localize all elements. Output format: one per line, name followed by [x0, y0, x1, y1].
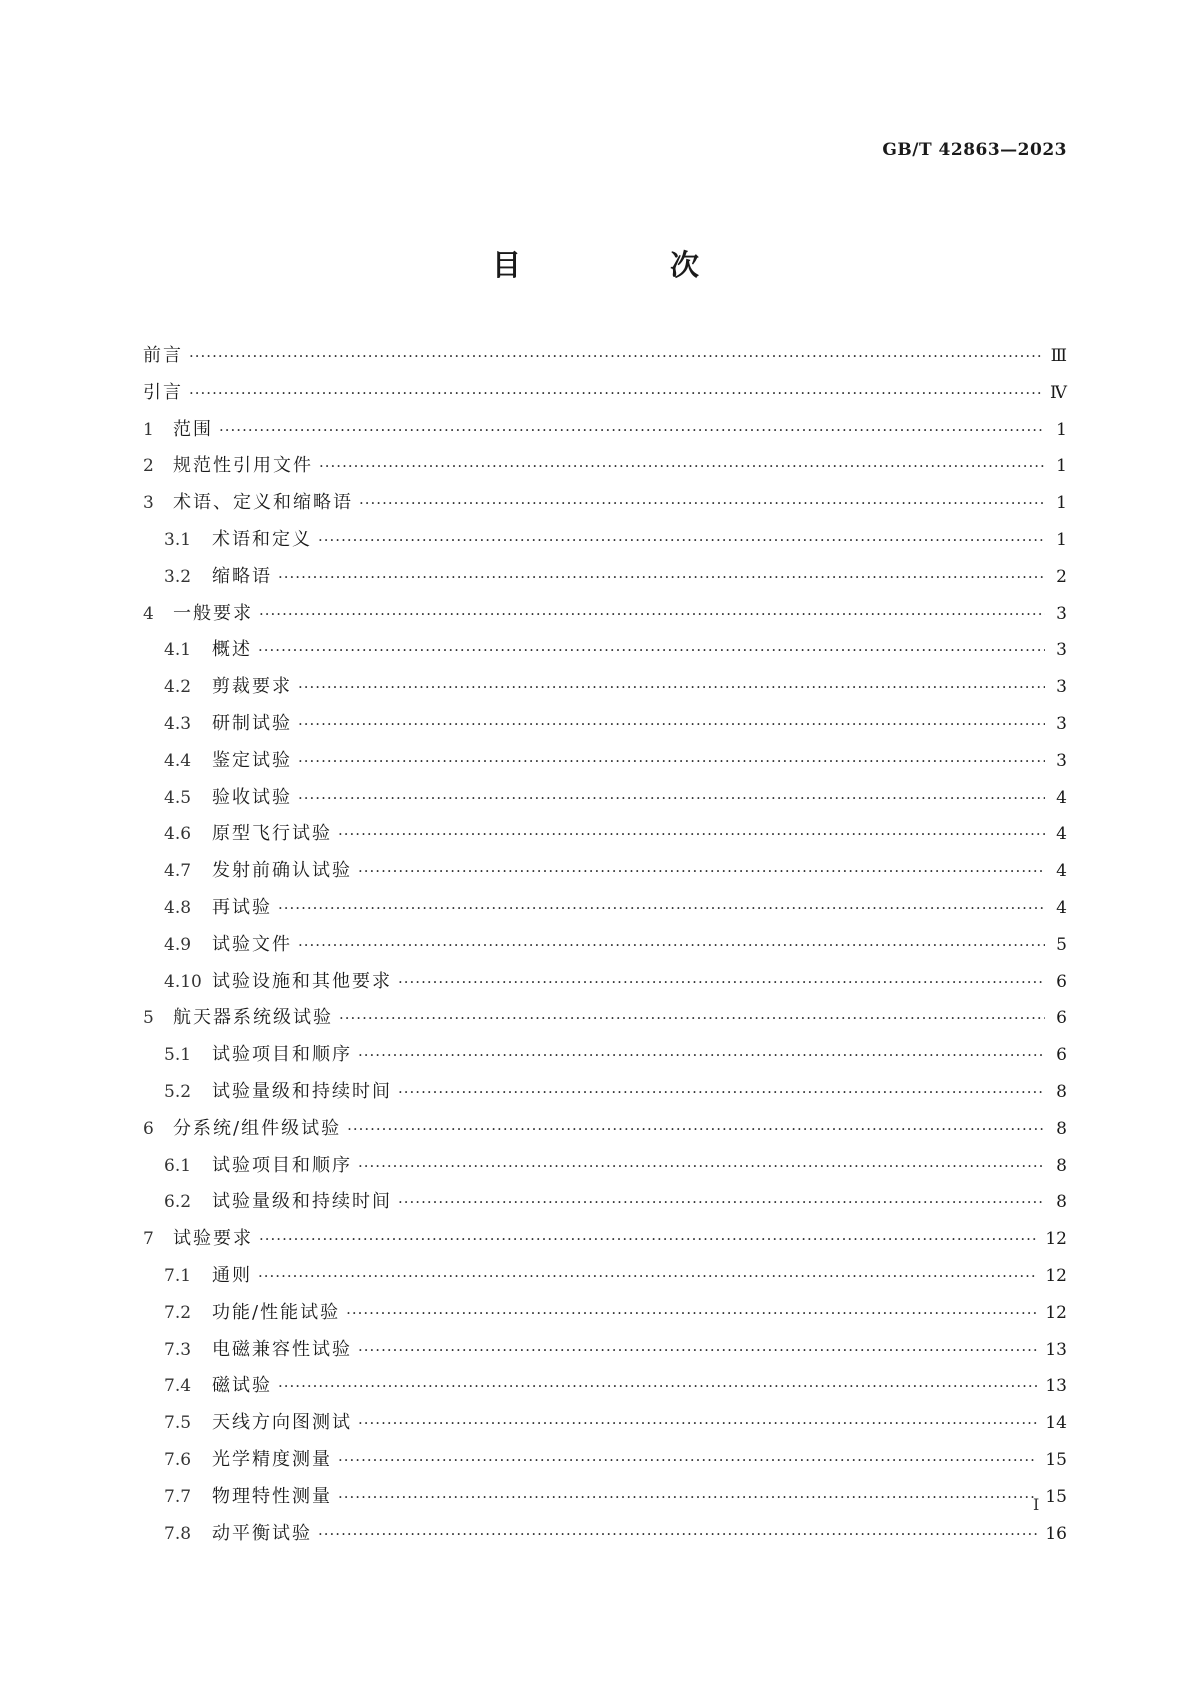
toc-entry-page: 5 — [1056, 934, 1067, 955]
toc-entry[interactable] — [143, 890, 1067, 927]
toc-entry[interactable] — [143, 596, 1067, 633]
toc-entry[interactable] — [143, 1258, 1067, 1295]
toc-leader-dots — [318, 1516, 1037, 1553]
toc-leader-dots — [298, 927, 1045, 964]
toc-entry[interactable] — [143, 1405, 1067, 1442]
toc-entry[interactable] — [143, 522, 1067, 559]
toc-entry-page: 12 — [1045, 1302, 1067, 1323]
toc-entry-title: 术语、定义和缩略语 — [173, 492, 353, 514]
toc-entry-page: 8 — [1056, 1192, 1067, 1213]
toc-entry-page: 1 — [1056, 419, 1067, 440]
toc-entry-number: 7.7 — [164, 1486, 192, 1507]
toc-entry-number: 6 — [143, 1118, 154, 1139]
toc-entry-number: 7.2 — [164, 1302, 192, 1323]
toc-entry-number: 7 — [143, 1229, 154, 1250]
toc-leader-dots — [358, 1332, 1037, 1369]
toc-entry-page: 4 — [1056, 787, 1067, 808]
toc-entry[interactable] — [143, 964, 1067, 1001]
toc-entry[interactable] — [143, 780, 1067, 817]
toc-entry-title: 试验要求 — [173, 1228, 253, 1250]
toc-leader-dots — [219, 412, 1045, 449]
toc-entry-number: 5 — [143, 1008, 154, 1029]
toc-entry-title: 电磁兼容性试验 — [212, 1338, 352, 1360]
toc-entry-title: 原型飞行试验 — [212, 823, 332, 845]
toc-entry[interactable] — [143, 1184, 1067, 1221]
toc-entry[interactable] — [143, 632, 1067, 669]
toc-entry-title: 研制试验 — [212, 712, 292, 734]
toc-entry-number: 4.10 — [164, 971, 202, 992]
toc-entry[interactable] — [143, 1111, 1067, 1148]
toc-entry-title: 功能/性能试验 — [212, 1301, 341, 1323]
toc-leader-dots — [298, 669, 1045, 706]
toc-entry-number: 7.6 — [164, 1449, 192, 1470]
toc-entry-title: 前言 — [143, 345, 183, 366]
toc-entry[interactable] — [143, 816, 1067, 853]
toc-leader-dots — [278, 559, 1045, 596]
toc-entry[interactable] — [143, 669, 1067, 706]
toc-leader-dots — [358, 853, 1045, 890]
toc-entry-title: 试验项目和顺序 — [212, 1044, 352, 1066]
toc-entry-number: 4.8 — [164, 897, 192, 918]
toc-entry-number: 1 — [143, 419, 154, 440]
toc-entry[interactable] — [143, 1479, 1067, 1516]
toc-leader-dots — [398, 1074, 1045, 1111]
toc-entry-number: 3.1 — [164, 529, 192, 550]
toc-entry-number: 6.1 — [164, 1155, 192, 1176]
toc-entry-number: 7.4 — [164, 1376, 192, 1397]
toc-leader-dots — [298, 743, 1045, 780]
toc-entry-page: 8 — [1056, 1081, 1067, 1102]
toc-leader-dots — [398, 1184, 1045, 1221]
toc-entry-page: 16 — [1045, 1523, 1067, 1544]
toc-leader-dots — [259, 596, 1045, 633]
standard-number: GB/T 42863—2023 — [882, 140, 1067, 160]
toc-entry[interactable] — [143, 1148, 1067, 1185]
toc-entry[interactable] — [143, 927, 1067, 964]
toc-entry-title: 试验量级和持续时间 — [212, 1080, 392, 1102]
toc-entry-title: 规范性引用文件 — [173, 455, 313, 477]
toc-entry-title: 术语和定义 — [212, 528, 312, 550]
toc-entry[interactable] — [143, 1000, 1067, 1037]
toc-entry-page: Ⅲ — [1050, 346, 1067, 366]
toc-leader-dots — [339, 1000, 1045, 1037]
toc-entry-page: 13 — [1045, 1376, 1067, 1397]
toc-entry-title: 概述 — [212, 639, 252, 661]
toc-entry-number: 4.4 — [164, 750, 192, 771]
toc-leader-dots — [358, 1148, 1045, 1185]
toc-entry-number: 4.6 — [164, 824, 192, 845]
toc-leader-dots — [298, 706, 1045, 743]
toc-entry-title: 磁试验 — [212, 1375, 272, 1397]
toc-entry-page: 12 — [1045, 1265, 1067, 1286]
toc-entry-title: 天线方向图测试 — [212, 1412, 352, 1434]
toc-entry-number: 4.1 — [164, 640, 192, 661]
toc-entry-page: 15 — [1045, 1449, 1067, 1470]
toc-leader-dots — [259, 1221, 1037, 1258]
toc-leader-dots — [358, 1405, 1037, 1442]
toc-entry-page: Ⅳ — [1050, 382, 1067, 403]
toc-entry[interactable] — [143, 1368, 1067, 1405]
toc-entry[interactable] — [143, 1516, 1067, 1553]
toc-entry-number: 6.2 — [164, 1192, 192, 1213]
toc-entry[interactable] — [143, 706, 1067, 743]
toc-entry[interactable] — [143, 853, 1067, 890]
toc-entry[interactable] — [143, 1332, 1067, 1369]
toc-entry-title: 鉴定试验 — [212, 749, 292, 771]
toc-entry-page: 15 — [1045, 1486, 1067, 1507]
toc-entry[interactable] — [143, 1221, 1067, 1258]
toc-entry-number: 4.9 — [164, 934, 192, 955]
toc-entry-page: 3 — [1056, 713, 1067, 734]
toc-leader-dots — [258, 632, 1045, 669]
toc-entry-title: 一般要求 — [173, 602, 253, 624]
toc-entry-page: 6 — [1056, 1008, 1067, 1029]
toc-entry-page: 3 — [1056, 677, 1067, 698]
toc-entry-page: 8 — [1056, 1118, 1067, 1139]
toc-entry-page: 1 — [1056, 456, 1067, 477]
toc-entry[interactable] — [143, 338, 1067, 375]
toc-entry-page: 2 — [1056, 566, 1067, 587]
toc-leader-dots — [358, 1037, 1045, 1074]
toc-entry-number: 5.1 — [164, 1045, 192, 1066]
table-of-contents — [143, 338, 1067, 1552]
toc-entry-page: 4 — [1056, 897, 1067, 918]
toc-entry-title: 分系统/组件级试验 — [173, 1117, 342, 1139]
toc-leader-dots — [347, 1111, 1045, 1148]
toc-entry-title: 验收试验 — [212, 786, 292, 808]
toc-entry[interactable] — [143, 375, 1067, 412]
toc-leader-dots — [258, 1258, 1037, 1295]
toc-entry-title: 引言 — [143, 381, 183, 403]
toc-leader-dots — [338, 816, 1045, 853]
toc-entry[interactable] — [143, 412, 1067, 449]
toc-entry-number: 5.2 — [164, 1081, 192, 1102]
toc-entry-title: 光学精度测量 — [212, 1448, 332, 1470]
toc-entry-page: 3 — [1056, 603, 1067, 624]
toc-leader-dots — [278, 1368, 1037, 1405]
toc-entry-page: 8 — [1056, 1155, 1067, 1176]
toc-entry[interactable] — [143, 559, 1067, 596]
toc-entry-page: 6 — [1056, 1045, 1067, 1066]
toc-entry-title: 动平衡试验 — [212, 1522, 312, 1544]
toc-entry[interactable] — [143, 1074, 1067, 1111]
toc-entry-title: 缩略语 — [212, 565, 272, 587]
toc-entry-page: 4 — [1056, 861, 1067, 882]
toc-entry-page: 1 — [1056, 529, 1067, 550]
toc-entry-number: 3 — [143, 493, 154, 514]
page-title: 目 次 — [491, 248, 759, 282]
toc-leader-dots — [278, 890, 1045, 927]
toc-leader-dots — [189, 375, 1042, 412]
toc-entry-number: 4.7 — [164, 861, 192, 882]
toc-entry-number: 7.3 — [164, 1339, 192, 1360]
toc-entry[interactable] — [143, 448, 1067, 485]
toc-entry[interactable] — [143, 1442, 1067, 1479]
toc-leader-dots — [338, 1442, 1037, 1479]
toc-entry-title: 试验文件 — [212, 933, 292, 955]
toc-entry-number: 4.5 — [164, 787, 192, 808]
toc-entry-title: 再试验 — [212, 896, 272, 918]
toc-leader-dots — [338, 1479, 1040, 1516]
toc-leader-dots — [319, 448, 1045, 485]
toc-entry-number: 7.5 — [164, 1413, 192, 1434]
toc-entry-title: 剪裁要求 — [212, 676, 292, 698]
toc-entry-title: 试验量级和持续时间 — [212, 1191, 392, 1213]
toc-entry-title: 通则 — [212, 1264, 252, 1286]
toc-entry-page: 4 — [1056, 824, 1067, 845]
toc-entry[interactable] — [143, 743, 1067, 780]
toc-entry-page: 1 — [1056, 493, 1067, 514]
toc-entry-title: 物理特性测量 — [212, 1485, 332, 1507]
toc-entry-number: 4 — [143, 603, 154, 624]
toc-entry[interactable] — [143, 1037, 1067, 1074]
toc-entry-number: 2 — [143, 456, 154, 477]
toc-entry[interactable] — [143, 485, 1067, 522]
toc-entry-title: 航天器系统级试验 — [173, 1007, 333, 1029]
toc-entry-title: 范围 — [173, 418, 213, 440]
toc-entry-number: 7.1 — [164, 1265, 192, 1286]
toc-entry-page: 6 — [1056, 971, 1067, 992]
toc-entry-page: 3 — [1056, 640, 1067, 661]
toc-entry-number: 4.3 — [164, 713, 192, 734]
page-number: I — [1033, 1495, 1040, 1514]
toc-entry-number: 7.8 — [164, 1523, 192, 1544]
toc-entry-page: 12 — [1045, 1229, 1067, 1250]
toc-leader-dots — [346, 1295, 1037, 1332]
toc-leader-dots — [359, 485, 1045, 522]
toc-entry-title: 发射前确认试验 — [212, 860, 352, 882]
toc-entry-page: 3 — [1056, 750, 1067, 771]
toc-entry-page: 13 — [1045, 1339, 1067, 1360]
toc-entry-title: 试验项目和顺序 — [212, 1154, 352, 1176]
toc-leader-dots — [398, 964, 1045, 1001]
toc-leader-dots — [318, 522, 1045, 559]
toc-entry-number: 3.2 — [164, 566, 192, 587]
toc-entry-title: 试验设施和其他要求 — [212, 970, 392, 992]
toc-leader-dots — [298, 780, 1045, 817]
toc-entry-number: 4.2 — [164, 677, 192, 698]
toc-entry[interactable] — [143, 1295, 1067, 1332]
toc-leader-dots — [189, 338, 1043, 375]
toc-entry-page: 14 — [1045, 1413, 1067, 1434]
